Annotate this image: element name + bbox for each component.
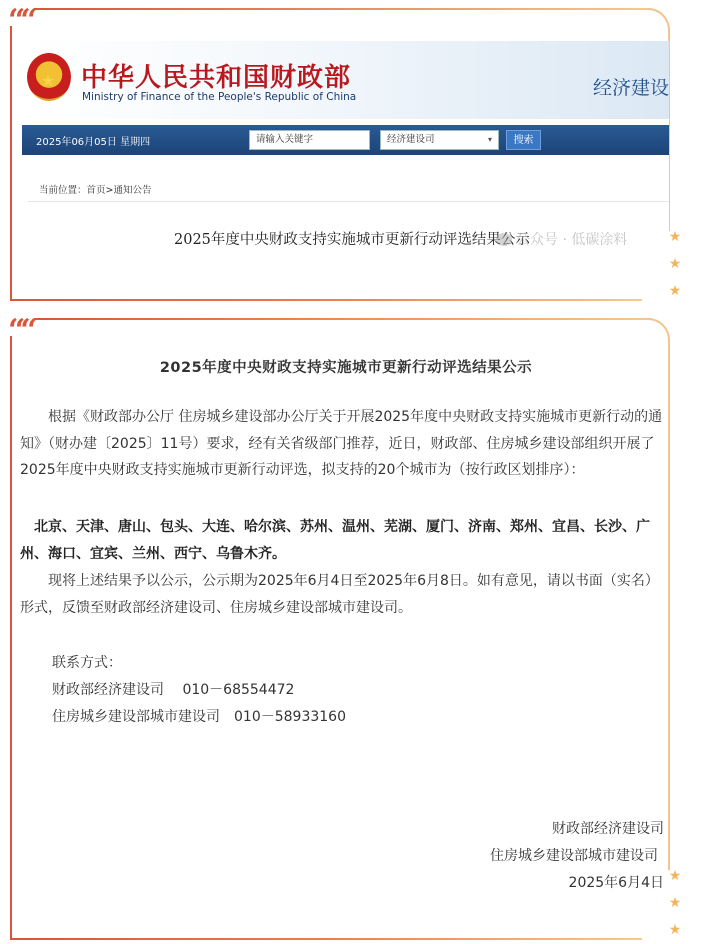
city-list: 北京、天津、唐山、包头、大连、哈尔滨、苏州、温州、芜湖、厦门、济南、郑州、宜昌、长沙、广州、海口、宜宾、兰州、西宁、乌鲁木齐。 [20, 519, 650, 562]
screenshot-card [8, 3, 682, 301]
quote-mark-icon: ““ [8, 3, 33, 38]
star-icon: ★ [668, 256, 682, 272]
site-banner [22, 41, 669, 119]
site-title-cn: 中华人民共和国财政部 [81, 63, 352, 93]
signer-housing: 住房城乡建设部城市建设司 [490, 848, 658, 864]
frame-left-border [10, 336, 12, 940]
department-select-value: 经济建设司 [387, 134, 435, 145]
site-title-en: Ministry of Finance of the People's Republic of China [82, 91, 357, 103]
department-select[interactable] [380, 130, 499, 150]
star-icon: ★ [668, 895, 682, 911]
star-decoration [668, 863, 682, 944]
signer-finance: 财政部经济建设司 [552, 821, 664, 837]
notice-paragraph: 根据《财政部办公厅 住房城乡建设部办公厅关于开展2025年度中央财政支持实施城市更新行动的通知》（财办建〔2025〕11号）要求，经有关省级部门推荐，近日，财政部、住房城乡建设部组织开展了2025年度中央财政支持实施城市更新行动评选，拟支持的20个城市为（按行政区划排序）： [20, 409, 663, 478]
search-button[interactable]: 搜索 [506, 130, 541, 150]
frame-top-border [34, 318, 652, 320]
watermark: 公众号 · 低碳涂料 [496, 229, 627, 249]
star-decoration [668, 224, 682, 305]
breadcrumb[interactable]: 当前位置：首页>通知公告 [39, 185, 152, 196]
frame-left-border [10, 26, 12, 301]
contact-ministry-finance: 财政部经济建设司 010－68554472 [52, 682, 295, 698]
search-input[interactable]: 请输入关键字 [249, 130, 370, 150]
frame-bottom-border [10, 938, 642, 940]
page-title: 2025年度中央财政支持实施城市更新行动评选结果公示 [174, 232, 530, 248]
frame-top-border [34, 8, 652, 10]
chevron-down-icon: ▾ [487, 135, 492, 144]
divider [28, 201, 669, 202]
notice-card [8, 313, 682, 940]
frame-bottom-border [10, 299, 642, 301]
nav-bar [22, 125, 669, 155]
star-icon: ★ [668, 922, 682, 938]
quote-mark-icon: ““ [8, 313, 33, 348]
star-icon: ★ [668, 229, 682, 245]
notice-date: 2025年6月4日 [568, 875, 664, 891]
national-emblem-icon: ★ [27, 53, 71, 101]
star-icon: ★ [668, 868, 682, 884]
star-icon: ★ [668, 283, 682, 299]
nav-date: 2025年06月05日 星期四 [36, 137, 151, 148]
ministry-page-screenshot [22, 41, 669, 294]
contact-label: 联系方式： [52, 655, 122, 671]
wechat-icon [496, 233, 512, 246]
contact-ministry-housing: 住房城乡建设部城市建设司 010－58933160 [52, 709, 346, 725]
notice-title: 2025年度中央财政支持实施城市更新行动评选结果公示 [159, 360, 533, 376]
notice-paragraph: 现将上述结果予以公示，公示期为2025年6月4日至2025年6月8日。如有意见，请以书面（实名）形式，反馈至财政部经济建设司、住房城乡建设部城市建设司。 [20, 573, 659, 616]
section-title: 经济建设 [593, 77, 669, 99]
